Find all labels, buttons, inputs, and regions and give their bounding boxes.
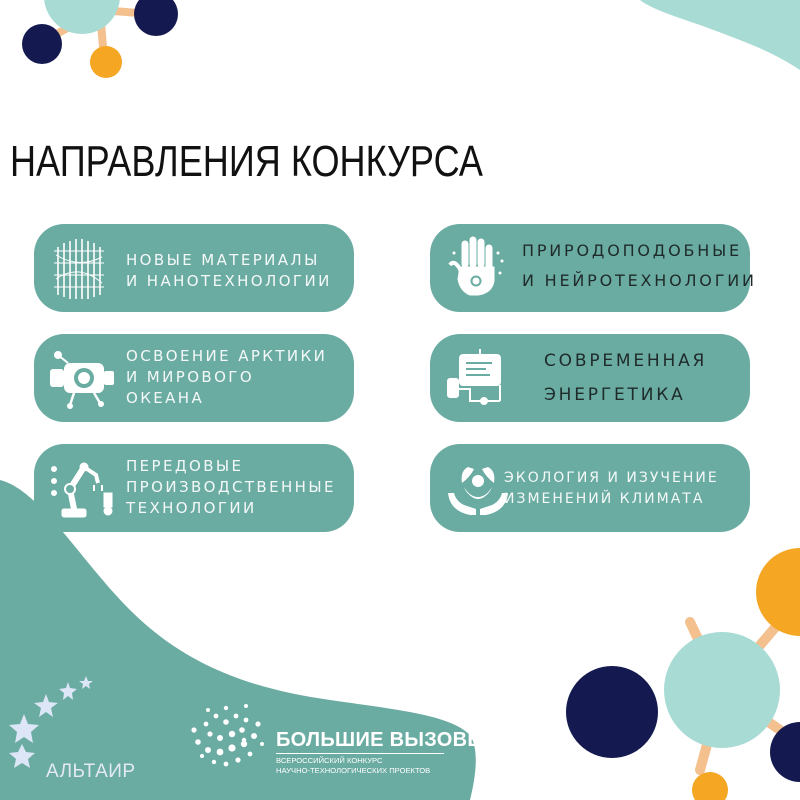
underwater-robot-icon <box>44 343 120 413</box>
card-nature-like-tech[interactable] <box>430 224 757 312</box>
bottom-right-molecule <box>566 548 800 800</box>
card-label: ОСВОЕНИЕ АРКТИКИ И МИРОВОГО ОКЕАНА <box>126 347 328 407</box>
industrial-robot-arm-icon <box>44 453 120 523</box>
bolshie-vyzovy-subtitle: ВСЕРОССИЙСКИЙ КОНКУРС НАУЧНО-ТЕХНОЛОГИЧЕСКИХ ПРОЕКТОВ <box>276 756 431 775</box>
card-label: СОВРЕМЕННАЯ ЭНЕРГЕТИКА <box>544 351 708 405</box>
card-arctic-ocean[interactable] <box>34 334 354 422</box>
bolshie-vyzovy-title: БОЛЬШИЕ ВЫЗОВЫ <box>276 729 488 751</box>
top-right-blob <box>640 0 800 70</box>
card-label: ПЕРЕДОВЫЕ ПРОИЗВОДСТВЕННЫЕ ТЕХНОЛОГИИ <box>126 457 336 517</box>
card-advanced-manufacturing[interactable] <box>34 444 354 532</box>
card-ecology-climate[interactable] <box>430 444 750 532</box>
card-label: ПРИРОДОПОДОБНЫЕ И НЕЙРОТЕХНОЛОГИИ <box>522 241 757 290</box>
altair-logo-text: АЛЬТАИР <box>46 761 136 782</box>
card-label: НОВЫЕ МАТЕРИАЛЫ И НАНОТЕХНОЛОГИИ <box>126 251 332 290</box>
card-new-materials[interactable] <box>34 224 354 312</box>
nanomaterials-icon <box>44 233 120 303</box>
top-left-molecule <box>22 0 178 78</box>
robot-hand-icon <box>440 233 516 303</box>
card-modern-energy[interactable] <box>430 334 750 422</box>
card-label: ЭКОЛОГИЯ И ИЗУЧЕНИЕ ИЗМЕНЕНИЙ КЛИМАТА <box>504 470 719 507</box>
page-title: НАПРАВЛЕНИЯ КОНКУРСА <box>10 137 483 186</box>
footer-divider <box>276 753 444 754</box>
energy-icon <box>440 343 516 413</box>
